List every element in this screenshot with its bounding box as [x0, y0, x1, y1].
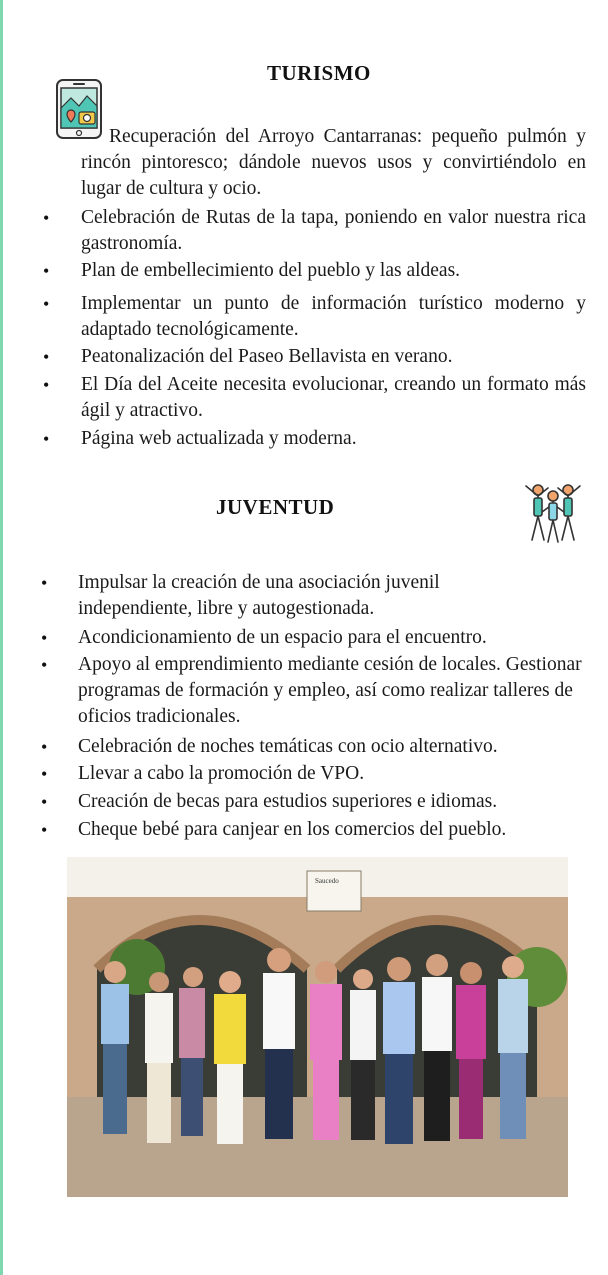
bullet-icon: •	[41, 573, 48, 593]
juventud-item-4: Celebración de noches temáticas con ocio alternativo.	[78, 736, 498, 757]
juventud-item-1: Impulsar la creación de una asociación juvenil independiente, libre y autogestionada.	[78, 572, 440, 619]
bullet-icon: •	[43, 347, 50, 367]
bullet-icon: •	[41, 792, 48, 812]
bullet-icon: •	[43, 294, 50, 314]
turismo-item-3: Implementar un punto de información turístico moderno y adaptado tecnológicamente.	[81, 293, 586, 340]
youth-group-icon	[520, 482, 586, 544]
section-heading-turismo: TURISMO	[267, 61, 371, 85]
turismo-item-4: Peatonalización del Paseo Bellavista en verano.	[81, 346, 453, 367]
bullet-icon: •	[43, 375, 50, 395]
bullet-icon: •	[41, 628, 48, 648]
juventud-item-6: Creación de becas para estudios superiores e idiomas.	[78, 791, 498, 812]
turismo-item-2: Plan de embellecimiento del pueblo y las aldeas.	[81, 260, 461, 281]
turismo-item-5: El Día del Aceite necesita evolucionar, creando un formato más ágil y atractivo.	[81, 374, 586, 421]
plaque-text: Saucedo	[315, 877, 339, 885]
turismo-item-6: Página web actualizada y moderna.	[81, 428, 357, 449]
bullet-icon: •	[43, 208, 50, 228]
turismo-item-1: Celebración de Rutas de la tapa, poniendo en valor nuestra rica gastronomía.	[81, 207, 586, 254]
turismo-intro: Recuperación del Arroyo Cantarranas: pequeño pulmón y rincón pintoresco; dándole nuevos usos y convirtiéndolo en lugar de cultura y ocio.	[81, 126, 586, 199]
section-heading-juventud: JUVENTUD	[216, 495, 335, 519]
bullet-icon: •	[41, 655, 48, 675]
bullet-icon: •	[41, 737, 48, 757]
page-left-border	[0, 0, 3, 1275]
bullet-icon: •	[41, 820, 48, 840]
juventud-item-5: Llevar a cabo la promoción de VPO.	[78, 763, 365, 784]
group-photo	[67, 857, 568, 1197]
bullet-icon: •	[43, 429, 50, 449]
juventud-item-2: Acondicionamiento de un espacio para el encuentro.	[78, 627, 487, 648]
bullet-icon: •	[41, 764, 48, 784]
juventud-item-7: Cheque bebé para canjear en los comercios del pueblo.	[78, 819, 507, 840]
juventud-item-3: Apoyo al emprendimiento mediante cesión de locales. Gestionar programas de formación y empleo, así como realizar talleres de oficios tradicionales.	[78, 654, 582, 727]
bullet-icon: •	[43, 261, 50, 281]
group-photo-illustration	[67, 857, 568, 1197]
